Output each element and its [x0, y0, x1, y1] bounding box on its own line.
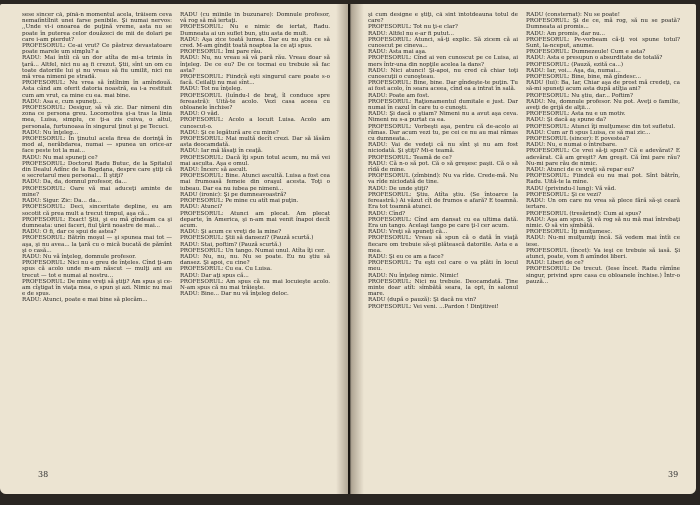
- dialogue-paragraph: PROFESORUL: Oare vă mai aduceţi aminte de mine?: [22, 185, 172, 198]
- dialogue-paragraph: PROFESORUL (luîndu-l de braţ, îl conduce spre fereastră): Uită-te acolo. Vezi casa aceea cu obloanele închise?: [180, 92, 330, 112]
- dialogue-paragraph: RADU: Sigur. Zic: Da... da...: [22, 198, 101, 205]
- dialogue-paragraph: PROFESORUL: Îţi mulţumesc.: [526, 229, 613, 236]
- dialogue-paragraph: PROFESORUL: Raţionamentul dumitale e just. Dar numai în cazul în care tu o cunoşti.: [368, 98, 518, 112]
- left-page: [0, 4, 348, 494]
- dialogue-paragraph: RADU: Un om care nu vrea să plece fără să-şi ceară iertare.: [526, 198, 680, 211]
- dialogue-paragraph: PROFESORUL: În ţinutul acela firea de dorinţă în mod al, nerăbdarea, numai — spunea un orice-ar face peste tot la mai...: [22, 136, 172, 155]
- dialogue-paragraph: RADU: Aşa zice toată lumea. Dar eu nu ştiu ce să cred. M-am gîndit toată noaptea la ce aţi spus.: [180, 36, 330, 50]
- dialogue-paragraph: PROFESORUL: Nici nu e greu de înţeles. Cînd ţi-am spus că acolo unde m-am născut — mulţi ani au trecut — tot e numai al nostru...: [22, 260, 172, 279]
- left-page-column-2: [180, 12, 330, 464]
- dialogue-paragraph: RADU: Nu, nu vreau să vă pară rău. Vreau doar să înţeleg. De ce eu? De ce tocmai eu trebuie să fac asta?: [180, 55, 330, 74]
- dialogue-paragraph: RADU: Nu vă înţeleg, domnule profesor.: [22, 253, 137, 260]
- page-number-right: 39: [668, 470, 679, 479]
- dialogue-paragraph: RADU: Da, da, domnul profesor, da...: [22, 179, 127, 186]
- dialogue-paragraph: PROFESORUL: Tot nu ţi-e clar?: [368, 24, 458, 31]
- dialogue-paragraph: RADU: Că n-o să pot. Că o să greşesc paşii. Că o să rîdă de mine.: [368, 160, 518, 174]
- dialogue-paragraph: şi cum designe e ştiţi, că sînt întotdeauna totul de care?: [368, 12, 518, 25]
- dialogue-paragraph: RADU: Încerc să ascult.: [180, 167, 248, 174]
- dialogue-paragraph: RADU: Nu înţeleg...: [22, 129, 79, 136]
- dialogue-paragraph: RADU: Nu mai spuneţi ce?: [22, 154, 98, 161]
- dialogue-paragraph: PROFESORUL (încet): Va ieşi ce trebuie să iasă. Şi atunci, poate, vom fi amîndoi liberi.: [526, 247, 680, 260]
- dialogue-paragraph: PROFESORUL: Vorbeşti aşa, pentru că de-acolo ai rămas. Dar acum vezi tu, pe cei ce nu au mai rămas cu dumneata...: [368, 123, 518, 143]
- dialogue-paragraph: PROFESORUL: Mai multă decît crezi. Dar să lăsăm asta deocamdată.: [180, 136, 330, 149]
- right-page-column-1: [368, 12, 518, 464]
- dialogue-paragraph: PROFESORUL: Îmi pare rău.: [180, 49, 263, 56]
- dialogue-paragraph: PROFESORUL: Nu vrea să întîlnim în amîndouă. Asta când am oferit datoria noastră, ea i-a restituit cum am vrut, ca mine cu ea. mai bine.: [22, 80, 172, 99]
- dialogue-paragraph: RADU (lui): Ba, Iar, Chiar aşa de prost mă credeţi, ca să-mi spuneţi acum asta după atîţia ani?: [526, 80, 680, 93]
- dialogue-paragraph: RADU: Iar, voi... Aşa, da, numai...: [526, 67, 621, 74]
- dialogue-paragraph: RADU: Asa e, cum spuneţi...: [22, 98, 102, 105]
- dialogue-paragraph: PROFESORUL: Vei veni. ...Pardon ! Dinţitivei!: [368, 303, 499, 310]
- dialogue-paragraph: PROFESORUL: Fiindcă eu nu mai pot. Sînt bătrîn, Radu. Uită-te la mine.: [526, 173, 680, 186]
- dialogue-paragraph: RADU: Atunci?: [180, 204, 223, 211]
- dialogue-paragraph: RADU (consternat): Nu se poate!: [526, 12, 620, 18]
- dialogue-paragraph: PROFESORUL: Pe mine cu atît mai puţin.: [180, 198, 299, 205]
- dialogue-paragraph: PROFESORUL: Dumnezeule! Cum e asta?: [526, 49, 646, 56]
- dialogue-paragraph: RADU: Stai, poftim? (Pauză scurtă.): [180, 241, 282, 248]
- dialogue-paragraph: RADU: Atunci de ce vreţi să repar eu?: [526, 167, 635, 174]
- dialogue-paragraph: RADU (privindu-l lung): Vă văd.: [526, 185, 617, 192]
- dialogue-paragraph: RADU: Şi dacă aş spune da?: [526, 117, 607, 124]
- dialogue-paragraph: PROFESORUL: De trecut. (Iese încet. Radu rămîne singur, privind spre casa cu obloanele închise.) Într-o pauză...: [526, 266, 680, 285]
- dialogue-paragraph: PROFESORUL: Nu ştiu, dar... Poftim?: [526, 92, 633, 99]
- dialogue-paragraph: PROFESORUL (zîmbind): Nu va rîde. Crede-mă. Nu va rîde niciodată de tine.: [368, 173, 518, 186]
- dialogue-paragraph: PROFESORUL: Teamă de ce?: [368, 154, 452, 161]
- dialogue-paragraph: RADU: Poate am fost.: [368, 92, 430, 99]
- dialogue-paragraph: PROFESORUL: Dacă îţi spun totul acum, nu mă vei mai asculta. Aşa e omul.: [180, 154, 330, 167]
- dialogue-paragraph: PROFESORUL: De mine vreţi să ştiţi? Am spus şi ce-am cîştigat în viaţa mea, o spun şi azi. Nimic nu mai e de spus.: [22, 278, 172, 298]
- dialogue-paragraph: PROFESORUL: Ştii să dansezi? (Pauză scurtă.): [180, 235, 314, 242]
- dialogue-paragraph: RADU: Nu-mi mulţumiţi încă. Să vedem mai întîi ce iese.: [526, 235, 680, 248]
- dialogue-paragraph: RADU: Liberi de ce?: [526, 260, 584, 267]
- dialogue-paragraph: PROFESORUL: Am spus că nu mai locuieşte acolo. N-am spus că nu mai trăieşte.: [180, 278, 330, 291]
- book-gutter-shadow: [336, 4, 364, 494]
- dialogue-paragraph: RADU: Şi acum ce vreţi de la mine?: [180, 229, 282, 236]
- dialogue-paragraph: RADU: Şi ce legătură are cu mine?: [180, 129, 279, 136]
- dialogue-paragraph: PROFESORUL (sincer): E povestea?: [526, 136, 629, 143]
- dialogue-paragraph: PROFESORUL: (Pauză, ezită ca...): [526, 61, 624, 68]
- dialogue-paragraph: RADU: O fi, dar ce spui de astea?: [22, 229, 117, 236]
- dialogue-paragraph: PROFESORUL: Asta nu e un motiv.: [526, 111, 626, 118]
- dialogue-paragraph: RADU: Vreţi să spuneţi că...: [368, 229, 448, 236]
- dialogue-paragraph: RADU: Tot nu înţeleg.: [180, 86, 242, 93]
- dialogue-paragraph: RADU: De unde ştiţi?: [368, 185, 429, 192]
- dialogue-paragraph: RADU: Aşa am spus. Şi vă rog să nu mă mai întrebaţi nimic. O să vin sîmbătă.: [526, 216, 680, 229]
- dialogue-paragraph: PROFESORUL: Şi ce vezi?: [526, 191, 602, 198]
- dialogue-paragraph: PROFESORUL: Un tango. Numai unul. Atîta îţi cer.: [180, 247, 326, 254]
- dialogue-paragraph: RADU: Cînd?: [368, 210, 406, 217]
- dialogue-paragraph: PROFESORUL: Atunci, să-ţi explic. Să zicem că ai cunoscut pe cineva...: [368, 36, 518, 50]
- dialogue-paragraph: PROFESORUL: Cu ea. Cu Luisa.: [180, 266, 272, 273]
- dialogue-paragraph: PROFESORUL: Cînd ai ven cunoscut pe ce Luisa, ai mers într-una din nopţile acelea la dans?: [368, 55, 518, 68]
- dialogue-paragraph: RADU: Nu înţeleg nimic. Nimic!: [368, 272, 459, 279]
- dialogue-paragraph: RADU: Cum ar fi spus Luisa, ce să mai zic...: [526, 129, 651, 136]
- dialogue-paragraph: PROFESORUL: Şi de ce, mă rog, să nu se poată? Dumneata ai promis...: [526, 18, 680, 31]
- dialogue-paragraph: RADU (cu mîinile în buzunare): Domnule profesor, vă rog să mă iertaţi.: [180, 12, 330, 25]
- dialogue-paragraph: PROFESORUL: Tu eşti cel care o va plăti în locul meu.: [368, 260, 518, 273]
- dialogue-paragraph: PROFESORUL: Desigur, să vă zic. Dar nimeni din zona ce persona greu. Locomotiva şi-a tras la linia mea, Luisa, simplu, ce ţi-a zis cuiva, o altul, personala, furtunoasa în singurul ţinut şi pe Tecuci.: [22, 105, 172, 130]
- dialogue-paragraph: PROFESORUL: Cînd am dansat cu ea ultima dată. Era un tango. Acelaşi tango pe care ţi-l cer acum.: [368, 216, 518, 229]
- dialogue-paragraph: PROFESORUL: Bine, bine. Dar gîndeşte-te puţin. Tu ai fost acolo, în seara aceea, cînd ea a intrat în sală.: [368, 80, 518, 93]
- dialogue-paragraph: RADU: Dar aţi spus că...: [180, 272, 249, 279]
- dialogue-paragraph: PROFESORUL: Atunci îţi mulţumesc din tot sufletul.: [526, 123, 676, 130]
- dialogue-paragraph: RADU: Asta e presupun o absurditate de totală?: [526, 55, 663, 62]
- dialogue-paragraph: RADU: O văd.: [180, 111, 220, 118]
- dialogue-paragraph: PROFESORUL: Fiindcă eşti singurul care poate s-o facă. Ceilalţi nu mai sînt...: [180, 74, 330, 87]
- dialogue-paragraph: RADU: Nu, nu, nu. Nu se poate. Eu nu ştiu să dansez. Şi apoi, cu cine?: [180, 253, 330, 267]
- dialogue-paragraph: RADU: Iar mă lăsaţi în ceaţă.: [180, 148, 263, 155]
- dialogue-paragraph: PROFESORUL: Bătrîn moşul — şi spunea mai tot — aşa, şi nu avea... la ţară cu o mică bucată de pămînt şi o casă...: [22, 235, 172, 254]
- dialogue-paragraph: PROFESORUL (tresărind): Cum ai spus?: [526, 210, 642, 217]
- dialogue-paragraph: PROFESORUL: Acolo a locuit Luisa. Acolo am cunoscut-o.: [180, 117, 330, 130]
- book-spine: [348, 4, 350, 494]
- right-page: [350, 4, 696, 494]
- dialogue-paragraph: sese sincer că, pînă-n momentul acela, trăisem ceva nemaiîntîlnit unei farse penibile. Şi numai nervos: ,,Unde vi-i onoarea de puţină vreme, asta nu se poate în puterea celor douăzeci de mii de dolari pe care i-am pierdut?: [22, 12, 172, 43]
- dialogue-paragraph: PROFESORUL: Ştiu. Atîta ştiu. (Se întoarce la fereastră.) Ai văzut cît de frumos e afară? E toamnă. Era tot toamnă atunci.: [368, 191, 518, 211]
- dialogue-paragraph: PROFESORUL: Doctorul Radu Butuc, de la Spitalul din Dealul Adînc de la Bogdana, despre care ştiţi că e secretarul meu personal... Îl ştiţi?: [22, 160, 172, 180]
- dialogue-paragraph: PROFESORUL: Nici nu trebuie. Deocamdată. Ţine minte doar atît: sîmbătă seara, la opt, în salonul mare.: [368, 278, 518, 298]
- dialogue-paragraph: RADU: Bine... Dar nu vă înţeleg deloc.: [180, 291, 289, 298]
- dialogue-paragraph: PROFESORUL: Exact! Ştii, şi eu mă gîndeam ca şi dumneata: unei faceri, fiul ţării noastre de mai...: [22, 216, 172, 229]
- dialogue-paragraph: RADU: Asta mai aşa.: [368, 49, 427, 56]
- dialogue-paragraph: RADU: Nici atunci! Şi-apoi, nu cred că chiar toţi cunoscuţii o cunoşteau.: [368, 67, 518, 81]
- dialogue-paragraph: RADU: Mai întîi că un dor atîta de mi-a trimis în ţară... Altfel, nici nu aş fi crezut. Ştii, sînt un om cu toate datoriile lui şi nu vreau să fiu umilit, nici nu mă vrea nimeni pe stradă.: [22, 55, 172, 81]
- right-page-column-2: [526, 12, 680, 464]
- dialogue-paragraph: RADU: Nu, domnule profesor. Nu pot. Aveţi o familie, aveţi de grijă de alţii...: [526, 98, 680, 112]
- dialogue-paragraph: PROFESORUL: Atunci am plecat. Am plecat departe, în America, şi n-am mai venit înapoi decît acum.: [180, 210, 330, 229]
- dialogue-paragraph: RADU (după o pauză): Şi dacă nu vin?: [368, 297, 477, 304]
- dialogue-paragraph: PROFESORUL: Nu e nimic de iertat, Radu. Dumneata ai un suflet bun, ştiu asta de mult.: [180, 24, 330, 37]
- dialogue-paragraph: RADU: Am promis, dar nu...: [526, 30, 606, 37]
- dialogue-paragraph: PROFESORUL: Pe-vorbeam că-ţi voi spune totul? Sunt, la-nceput, anume.: [526, 36, 680, 50]
- dialogue-paragraph: RADU: Atunci, poate e mai bine să plecăm...: [22, 297, 148, 304]
- dialogue-paragraph: RADU: Şi dacă o ştiam? Nimeni nu a avut aşa ceva. Nimeni nu s-a purtat ca ea.: [368, 111, 518, 124]
- dialogue-paragraph: PROFESORUL: Ce vrei să-ţi spun? Că e adevărat? E adevărat. Că am greşit? Am greşit. Că îmi pare rău? Nu-mi pare rău de nimic.: [526, 148, 680, 167]
- dialogue-paragraph: RADU: Nu, e numai o întrebare.: [526, 142, 617, 149]
- left-page-column-1: [22, 12, 172, 464]
- page-number-left: 38: [38, 470, 49, 479]
- dialogue-paragraph: PROFESORUL: Ce-ai vrut? Ce păstrez devastatoare poate marele um simplu? a: [22, 43, 172, 56]
- dialogue-paragraph: PROFESORUL: Bine. Atunci ascultă. Luisa a fost cea mai frumoasă femeie din oraşul acesta. Toţi o iubeau. Dar ea nu iubea pe nimeni...: [180, 173, 330, 192]
- dialogue-paragraph: PROFESORUL: Deci, sinceritate depline, eu am socotit că prea mult a trecut timpul, aşa că...: [22, 204, 172, 217]
- dialogue-paragraph: RADU: Şi eu ce am a face?: [368, 253, 444, 260]
- dialogue-paragraph: PROFESORUL: Vreau să spun că o dată în viaţă fiecare om trebuie să-şi plătească datoriile. Asta e a mea.: [368, 235, 518, 254]
- dialogue-paragraph: PROFESORUL: Bine, bine, mă gîndesc...: [526, 74, 642, 81]
- dialogue-paragraph: RADU: Vai de vedeţi că nu sînt şi nu am fost niciodată. Şi ştiţi? Mi-e teamă.: [368, 142, 518, 155]
- dialogue-paragraph: RADU (ironic): Şi pe dumneavoastră?: [180, 191, 287, 198]
- dialogue-paragraph: RADU: Altfel nu e-ar fi putut...: [368, 30, 455, 37]
